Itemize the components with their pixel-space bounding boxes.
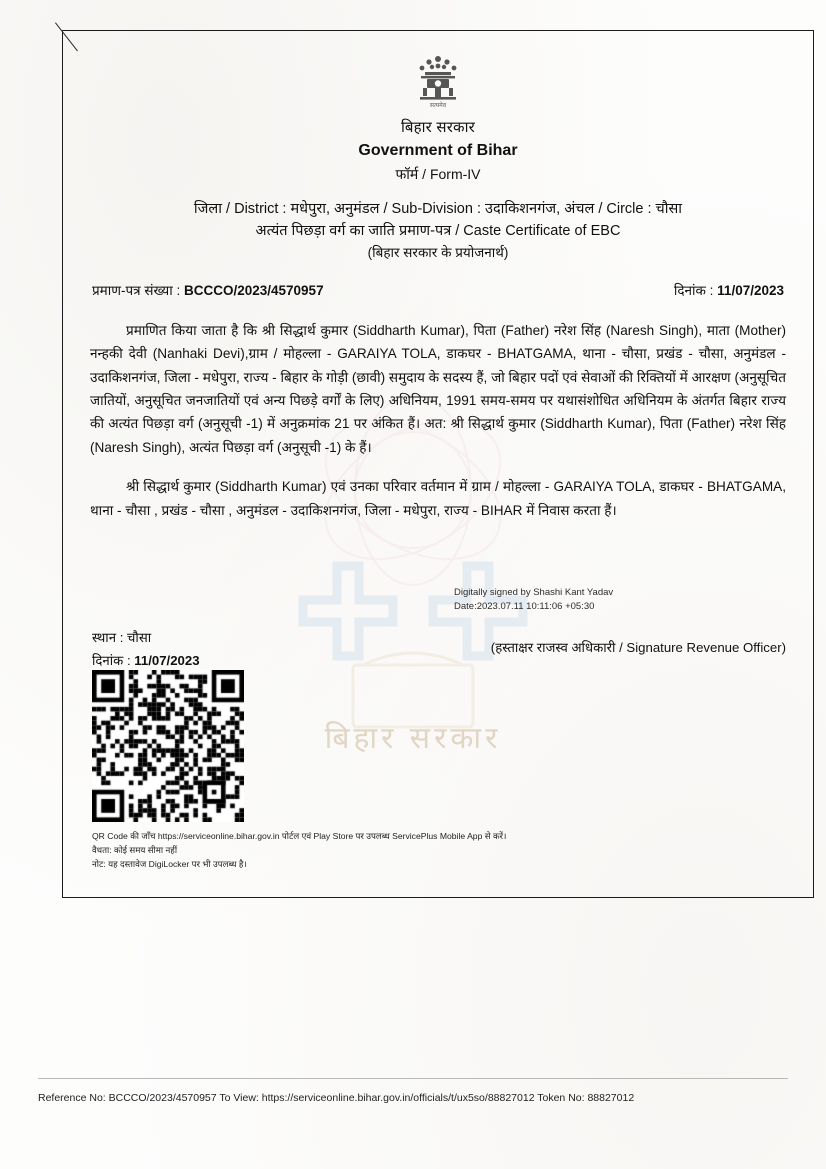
qr-note-digilocker: नोट: यह दस्तावेज DigiLocker पर भी उपलब्ध है। xyxy=(92,858,247,869)
digital-signature-signer: Digitally signed by Shashi Kant Yadav xyxy=(454,587,614,598)
digital-signature-block xyxy=(454,586,784,614)
place-date-value: 11/07/2023 xyxy=(134,653,200,669)
signature-officer-label xyxy=(491,638,786,656)
certificate-number xyxy=(92,281,324,299)
certificate-paragraph-1: प्रमाणित किया जाता है कि श्री सिद्धार्थ कुमार (Siddharth Kumar), पिता (Father) नरेश सिंह (Naresh Singh), माता (Mother) नन्हकी देवी (Nanhaki Devi),ग्राम / मोहल्ला - GARAIYA TOLA, डाकघर - BHATGAMA, थाना - चौसा, प्रखंड - चौसा, अनुमंडल - उदाकिशनगंज, जिला - मधेपुरा, राज्य - बिहार के गोड़ी (छावी) समुदाय के सदस्य हैं, जो बिहार पदों एवं सेवाओं की रिक्तियों में आरक्षण (अनुसूचित जातियों, अनुसूचित जनजातियों एवं अन्य पिछड़े वर्गों के लिए) अधिनियम, 1991 समय-समय पर यथासंशोधित अधिनियम के अंतर्गत बिहार राज्य की अत्यंत पिछड़ा वर्ग (अनुसूची -1) में अनुक्रमांक 21 पर अंकित हैं। अत: श्री सिद्धार्थ कुमार (Siddharth Kumar), पिता (Father) नरेश सिंह (Naresh Singh), अत्यंत पिछड़ा वर्ग (अनुसूची -1) के हैं। xyxy=(90,322,786,455)
emblem-container xyxy=(88,50,788,112)
place-date-row xyxy=(92,649,200,672)
certificate-date xyxy=(674,281,784,299)
certificate-content xyxy=(62,30,814,898)
qr-note-verify: QR Code की जाँच https://serviceonline.bihar.gov.in पोर्टल एवं Play Store पर उपलब्ध ServicePlus Mobile App से करें। xyxy=(92,831,507,841)
hindi-government-title: बिहार सरकार xyxy=(400,119,476,136)
footer-divider xyxy=(38,1078,788,1079)
place-date-label: दिनांक : xyxy=(92,653,135,669)
certificate-meta-row xyxy=(88,281,788,299)
certificate-number-label: प्रमाण-पत्र संख्या : xyxy=(92,282,184,298)
certificate-date-label: दिनांक : xyxy=(673,282,718,298)
digital-signature-date: Date:2023.07.11 10:11:06 +05:30 xyxy=(454,600,595,612)
qr-notes xyxy=(92,830,752,872)
place-row xyxy=(92,626,200,649)
place-value: चौसा xyxy=(127,630,152,645)
district-subdivision-circle-line: जिला / District : मधेपुरा, अनुमंडल / Sub-Division : उदाकिशनगंज, अंचल / Circle : चौसा xyxy=(193,200,683,217)
footer-reference: Reference No: BCCCO/2023/4570957 To View: https://serviceonline.bihar.gov.in/officials/t/ux5so/88827012 Token No: 88827012 xyxy=(38,1092,635,1104)
india-state-emblem-icon xyxy=(404,50,472,112)
place-and-date-block xyxy=(92,626,200,672)
english-government-title: Government of Bihar xyxy=(358,142,518,160)
certificate-number-value: BCCCO/2023/4570957 xyxy=(183,282,324,298)
watermark-text: बिहार सरकार xyxy=(324,722,502,755)
svg-text:सत्यमेव: सत्यमेव xyxy=(429,103,447,109)
form-title: फॉर्म / Form-IV xyxy=(395,165,481,182)
qr-code-canvas[interactable] xyxy=(92,670,244,822)
purpose-line: (बिहार सरकार के प्रयोजनार्थ) xyxy=(367,244,509,260)
certificate-date-value: 11/07/2023 xyxy=(717,282,784,298)
caste-certificate-title: अत्यंत पिछड़ा वर्ग का जाति प्रमाण-पत्र / Caste Certificate of EBC xyxy=(255,223,621,240)
signature-officer-text: (हस्ताक्षर राजस्व अधिकारी / Signature Revenue Officer) xyxy=(490,640,786,655)
place-label: स्थान : xyxy=(92,630,128,645)
qr-note-validity: वैधता: कोई समय सीमा नहीं xyxy=(92,844,178,855)
qr-code[interactable] xyxy=(92,670,244,822)
certificate-paragraph-2: श्री सिद्धार्थ कुमार (Siddharth Kumar) एवं उनका परिवार वर्तमान में ग्राम / मोहल्ला - GARAIYA TOLA, डाकघर - BHATGAMA, थाना - चौसा , प्रखंड - चौसा , अनुमंडल - उदाकिशनगंज, जिला - मधेपुरा, राज्य - BIHAR में निवास करता हैं। xyxy=(90,479,786,518)
